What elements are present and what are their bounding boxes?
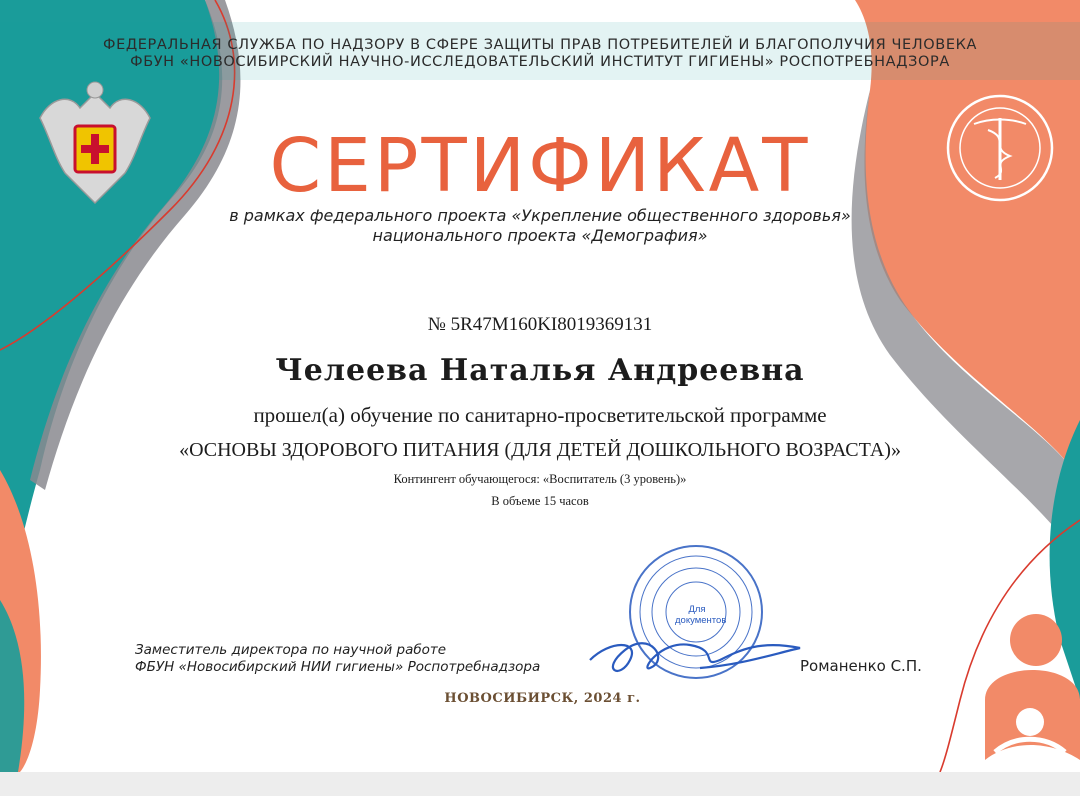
completed-text: прошел(а) обучение по санитарно-просветительской программе xyxy=(253,403,827,427)
recipient-name: Челеева Наталья Андреевна xyxy=(275,353,805,388)
certificate-number: № 5R47M160KI8019369131 xyxy=(427,314,653,335)
signer-name: Романенко С.П. xyxy=(800,657,922,675)
header-institute-line: ФБУН «НОВОСИБИРСКИЙ НАУЧНО-ИССЛЕДОВАТЕЛЬСКИЙ ИНСТИТУТ ГИГИЕНЫ» РОСПОТРЕБНАДЗОРА xyxy=(130,54,950,70)
signature-scribble xyxy=(590,643,800,671)
certificate-title: СЕРТИФИКАТ xyxy=(269,123,811,209)
signer-position-1: Заместитель директора по научной работе xyxy=(135,642,447,658)
hours-text: В объеме 15 часов xyxy=(491,494,589,508)
project-subtitle-1: в рамках федерального проекта «Укрепление общественного здоровья» xyxy=(229,206,851,225)
program-title: «ОСНОВЫ ЗДОРОВОГО ПИТАНИЯ (ДЛЯ ДЕТЕЙ ДОШКОЛЬНОГО ВОЗРАСТА)» xyxy=(179,439,901,461)
city-year: НОВОСИБИРСК, 2024 г. xyxy=(444,691,641,706)
contingent-text: Контингент обучающегося: «Воспитатель (3 уровень)» xyxy=(393,472,687,486)
project-subtitle-2: национального проекта «Демография» xyxy=(372,226,708,245)
signer-position-2: ФБУН «Новосибирский НИИ гигиены» Роспотребнадзора xyxy=(135,659,541,675)
stamp-label: Для документов xyxy=(675,604,727,626)
header-agency-line: ФЕДЕРАЛЬНАЯ СЛУЖБА ПО НАДЗОРУ В СФЕРЕ ЗАЩИТЫ ПРАВ ПОТРЕБИТЕЛЕЙ И БЛАГОПОЛУЧИЯ ЧЕЛОВЕКА xyxy=(103,37,977,53)
